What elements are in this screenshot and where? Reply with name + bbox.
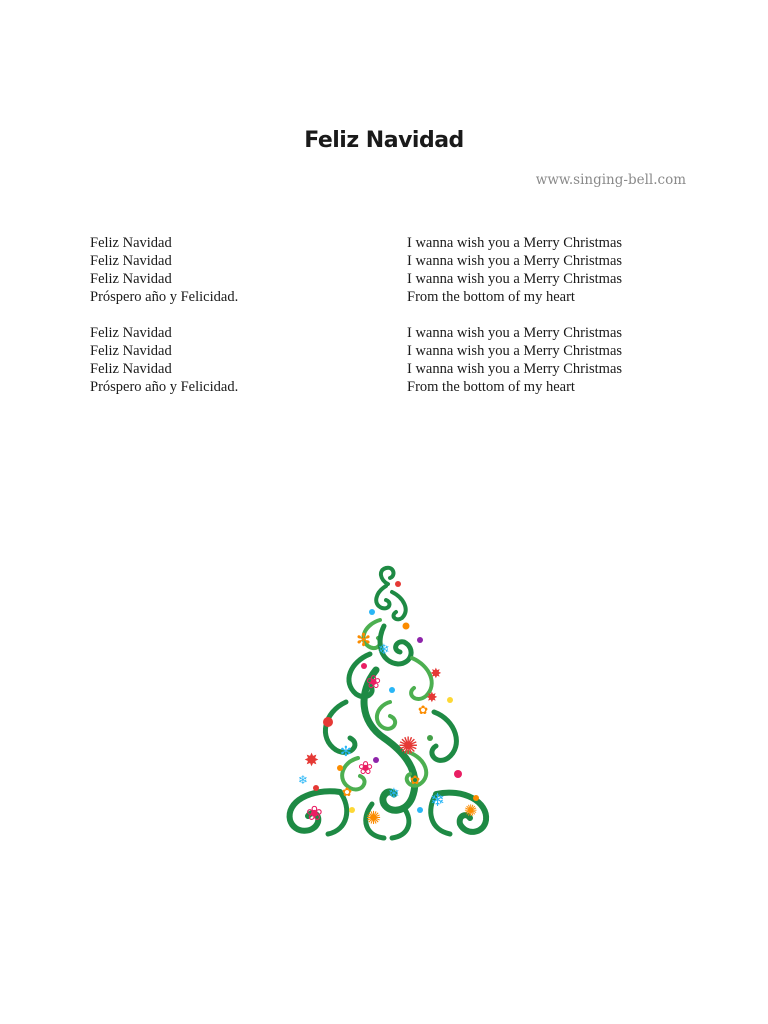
lyric-line: I wanna wish you a Merry Christmas [407, 271, 623, 287]
svg-text:✻: ✻ [356, 630, 372, 651]
lyric-line: I wanna wish you a Merry Christmas [407, 253, 623, 269]
stanza [407, 234, 707, 306]
lyric-line: From the bottom of my heart [407, 289, 575, 305]
svg-text:✸: ✸ [430, 666, 442, 682]
lyric-line: Próspero año y Felicidad. [90, 379, 239, 395]
svg-text:❄: ❄ [298, 773, 309, 787]
lyrics-left-column [90, 234, 380, 414]
svg-text:❄: ❄ [388, 786, 400, 802]
christmas-tree-illustration [280, 562, 496, 842]
svg-text:✺: ✺ [464, 801, 478, 820]
svg-text:❀: ❀ [306, 801, 323, 825]
lyric-line: I wanna wish you a Merry Christmas [407, 235, 623, 251]
svg-text:❀: ❀ [358, 758, 374, 779]
stanza [90, 234, 380, 306]
stanza [407, 324, 707, 396]
svg-text:❄: ❄ [430, 790, 446, 811]
svg-text:❄: ❄ [378, 642, 390, 658]
lyric-line: Feliz Navidad [90, 343, 172, 359]
lyric-line: From the bottom of my heart [407, 379, 575, 395]
svg-text:✻: ✻ [340, 744, 352, 760]
svg-text:✸: ✸ [304, 750, 320, 771]
svg-text:✿: ✿ [342, 785, 353, 799]
stanza [90, 324, 380, 396]
svg-text:✸: ✸ [426, 690, 438, 706]
lyric-line: Feliz Navidad [90, 271, 172, 287]
lyric-line: I wanna wish you a Merry Christmas [407, 325, 623, 341]
lyric-line: Próspero año y Felicidad. [90, 289, 239, 305]
lyric-line: Feliz Navidad [90, 325, 172, 341]
svg-text:✿: ✿ [410, 773, 421, 787]
svg-text:✿: ✿ [418, 703, 429, 717]
page-title: Feliz Navidad [304, 128, 464, 153]
lyrics-right-column [407, 234, 707, 414]
svg-text:✺: ✺ [398, 732, 419, 760]
lyric-line: Feliz Navidad [90, 235, 172, 251]
lyric-line: I wanna wish you a Merry Christmas [407, 343, 623, 359]
svg-text:✺: ✺ [366, 808, 382, 829]
lyric-line: I wanna wish you a Merry Christmas [407, 361, 623, 377]
svg-text:❀: ❀ [366, 672, 382, 693]
source-link[interactable]: www.singing-bell.com [535, 172, 686, 188]
christmas-tree-icon [280, 562, 496, 842]
lyric-line: Feliz Navidad [90, 253, 172, 269]
lyric-line: Feliz Navidad [90, 361, 172, 377]
